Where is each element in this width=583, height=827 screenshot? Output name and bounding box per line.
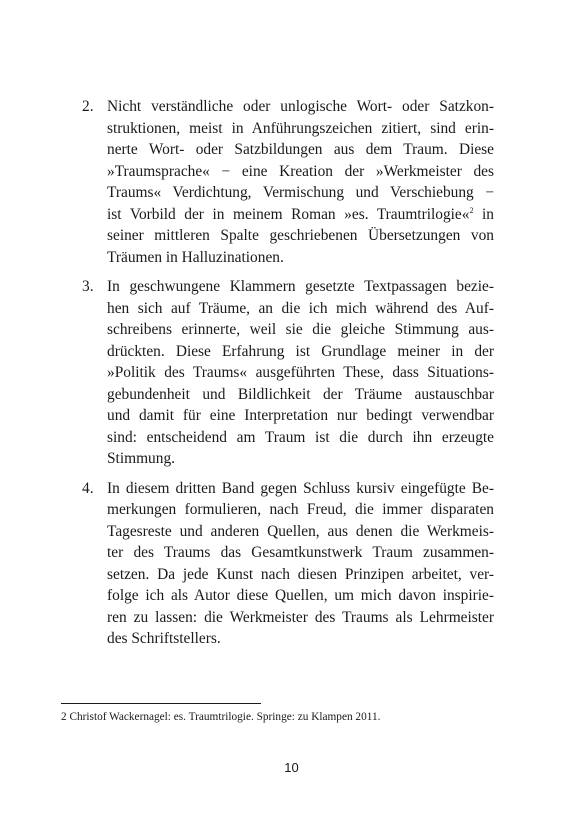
text-line: »Traumsprache« − eine Kreation der »Werkmeister des	[107, 162, 494, 180]
text-segment: ist Vorbild der in meinem Roman »es. Traumtrilogie«	[107, 205, 470, 223]
text-line: schreibens erinnerte, weil sie die gleiche Stimmung aus-	[107, 321, 494, 338]
list-item-number: 3.	[82, 278, 94, 295]
list-item-text	[107, 96, 494, 268]
list-item	[82, 96, 494, 268]
text-line: folge ich als Autor diese Quellen, um mich davon inspirie-	[107, 587, 494, 604]
text-line: nerte Wort- oder Satzbildungen aus dem Traum. Diese	[107, 141, 494, 158]
footnote-reference: 2	[469, 205, 474, 215]
list-item	[82, 478, 494, 650]
text-line: ter des Traums das Gesamtkunstwerk Traum zusammen-	[107, 544, 494, 561]
text-line: Stimmung.	[107, 450, 175, 467]
text-line: Traums« Verdichtung, Vermischung und Verschiebung −	[107, 184, 494, 201]
text-line: drückten. Diese Erfahrung ist Grundlage meiner in der	[107, 342, 494, 360]
text-line: Tagesreste und anderen Quellen, aus denen die Werkmeis-	[107, 522, 494, 540]
text-line: merkungen formulieren, nach Freud, die immer disparaten	[107, 501, 494, 518]
text-line: Nicht verständliche oder unlogische Wort- oder Satzkon-	[107, 98, 494, 115]
numbered-list	[82, 96, 494, 658]
text-line: hen sich auf Träume, an die ich mich während des Auf-	[107, 299, 494, 317]
text-line: seiner mittleren Spalte geschriebenen Übersetzungen von	[107, 227, 494, 244]
text-segment: in	[473, 205, 494, 223]
list-item-text	[107, 276, 494, 470]
text-line: sind: entscheidend am Traum ist die durch ihn erzeugte	[107, 428, 494, 446]
page-number: 10	[284, 760, 299, 775]
list-item-text	[107, 478, 494, 650]
text-line: ren zu lassen: die Werkmeister des Traums als Lehrmeister	[107, 608, 494, 626]
footnote-divider	[61, 703, 261, 704]
text-line-with-footnote	[107, 204, 494, 226]
list-item-number: 2.	[82, 98, 94, 115]
text-line: struktionen, meist in Anführungszeichen zitiert, sind erin-	[107, 119, 494, 137]
footnote: 2 Christof Wackernagel: es. Traumtrilogie. Springe: zu Klampen 2011.	[61, 711, 381, 723]
list-item	[82, 276, 494, 470]
text-line: Träumen in Halluzinationen.	[107, 248, 284, 266]
text-line: des Schriftstellers.	[107, 630, 221, 647]
text-line: gebundenheit und Bildlichkeit der Träume austauschbar	[107, 385, 494, 403]
list-item-number: 4.	[82, 479, 94, 497]
text-line: »Politik des Traums« ausgeführten These, dass Situations-	[107, 364, 494, 381]
text-line: setzen. Da jede Kunst nach diesen Prinzipen arbeitet, ver-	[107, 565, 494, 583]
text-line: und damit für eine Interpretation nur bedingt verwendbar	[107, 407, 494, 424]
text-line: In geschwungene Klammern gesetzte Textpassagen bezie-	[107, 278, 494, 295]
text-line: In diesem dritten Band gegen Schluss kursiv eingefügte Be-	[107, 479, 494, 497]
